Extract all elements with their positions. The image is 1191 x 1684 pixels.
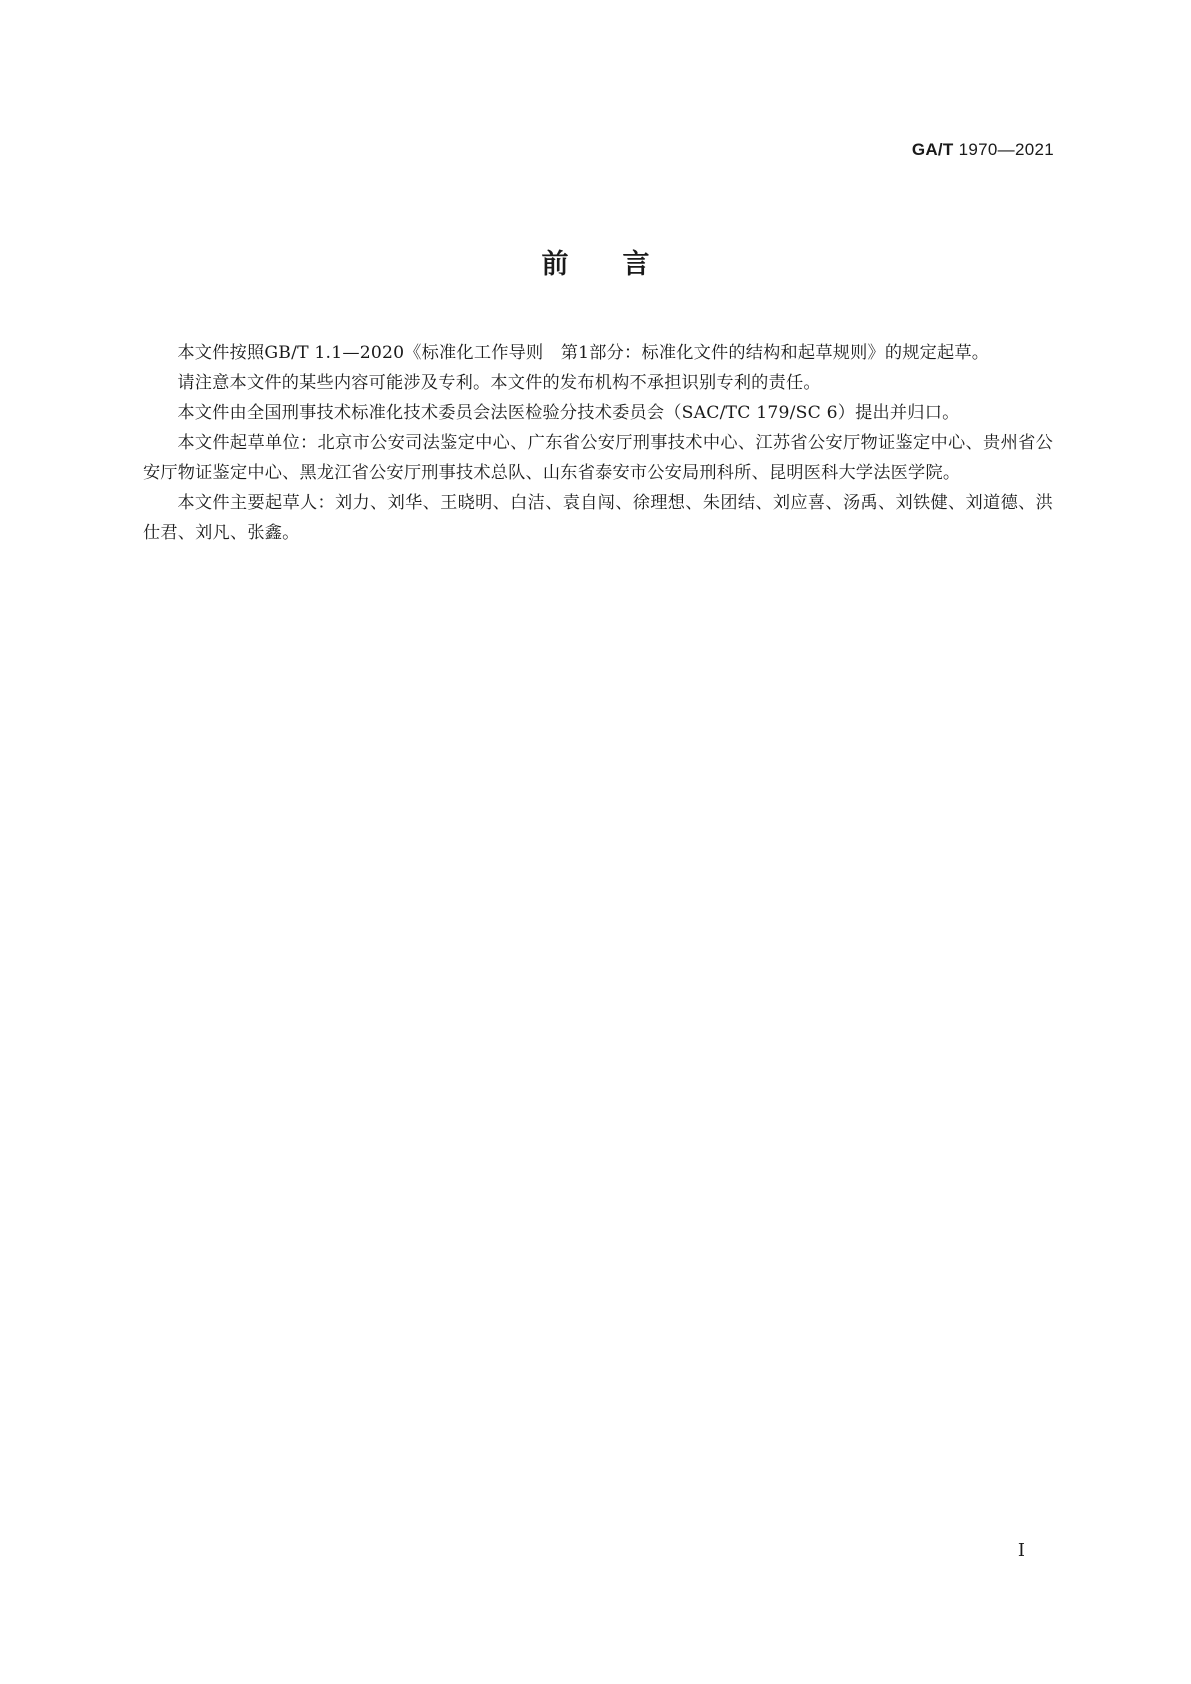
paragraph-drafters: 本文件主要起草人：刘力、刘华、王晓明、白洁、袁自闯、徐理想、朱团结、刘应喜、汤禹、刘铁健、刘道德、洪仕君、刘凡、张鑫。 (143, 493, 1053, 543)
paragraph-patent-notice: 请注意本文件的某些内容可能涉及专利。本文件的发布机构不承担识别专利的责任。 (177, 373, 821, 393)
standard-code (912, 140, 1054, 160)
page-number: I (1017, 1540, 1025, 1561)
paragraph-drafting-basis: 本文件按照GB/T 1.1—2020《标准化工作导则 第1部分：标准化文件的结构和起草规则》的规定起草。 (177, 343, 990, 363)
paragraph-proposer: 本文件由全国刑事技术标准化技术委员会法医检验分技术委员会（SAC/TC 179/SC 6）提出并归口。 (177, 403, 960, 423)
foreword-body (143, 338, 1053, 548)
page-title: 前言 (541, 249, 704, 280)
standard-code-number: 1970—2021 (958, 140, 1054, 159)
standard-code-prefix: GA/T (911, 140, 954, 159)
paragraph-drafting-units: 本文件起草单位：北京市公安司法鉴定中心、广东省公安厅刑事技术中心、江苏省公安厅物证鉴定中心、贵州省公安厅物证鉴定中心、黑龙江省公安厅刑事技术总队、山东省泰安市公安局刑科所、昆明医科大学法医学院。 (143, 433, 1053, 483)
